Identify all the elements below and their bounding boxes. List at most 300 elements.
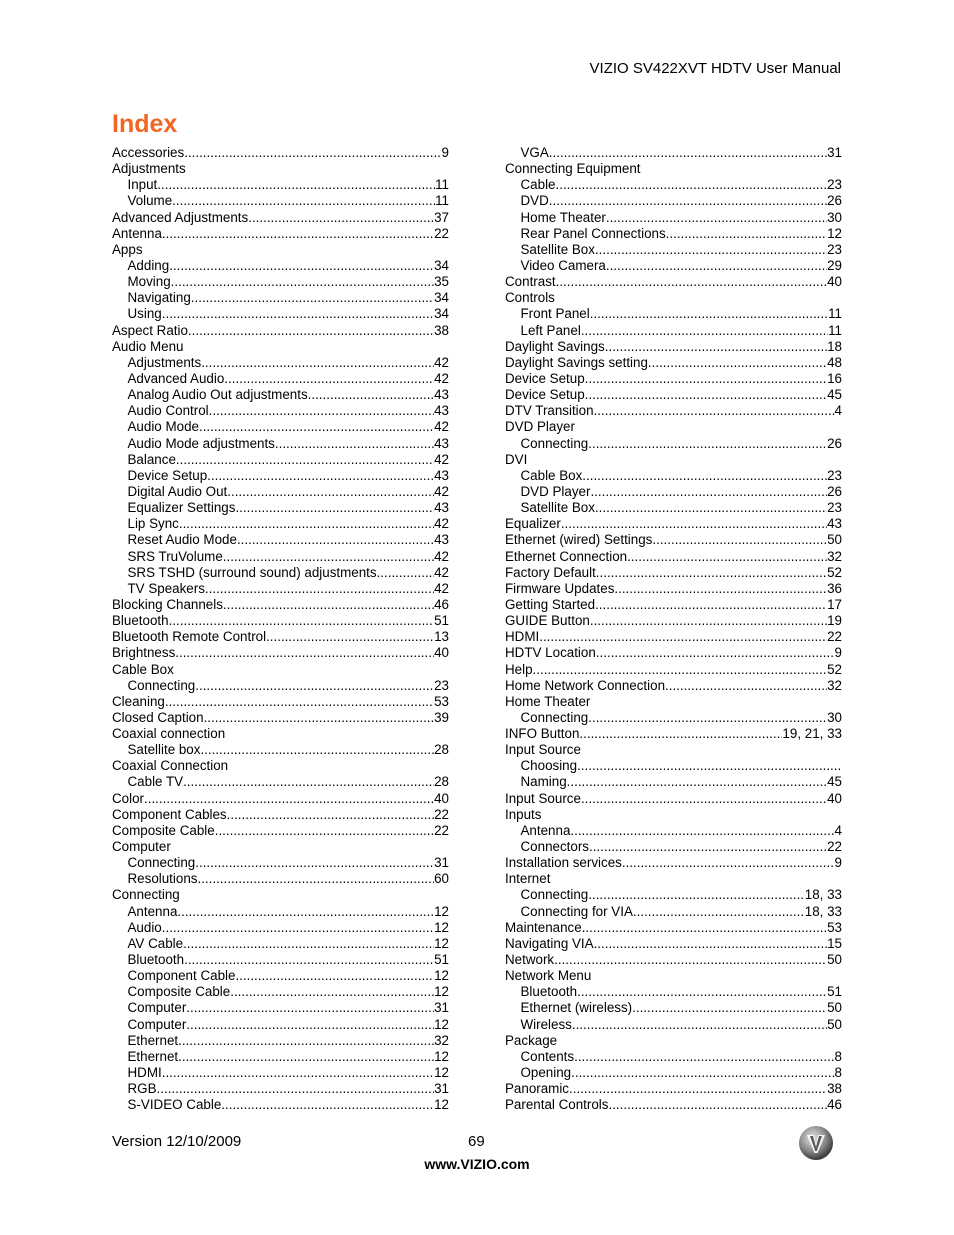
page-reference: 50 (827, 1000, 842, 1016)
index-term: Contents (520, 1048, 575, 1064)
index-term: Computer (127, 1000, 187, 1016)
index-term: Resolutions (127, 871, 198, 887)
index-term: Home Network Connection (505, 677, 666, 693)
page-reference: 30 (827, 709, 842, 725)
index-term: Balance (127, 451, 176, 467)
dot-leader (666, 226, 827, 242)
dot-leader (175, 645, 434, 661)
dot-leader (533, 662, 828, 678)
page-reference: 4 (834, 403, 842, 419)
dot-leader (665, 678, 827, 694)
page-reference: 22 (434, 822, 449, 838)
page-reference: 31 (434, 1000, 449, 1016)
page-reference: 31 (434, 1081, 449, 1097)
index-entry (112, 323, 449, 339)
index-entry (505, 920, 842, 936)
dot-leader (581, 323, 828, 339)
index-term: Panoramic (505, 1081, 570, 1097)
index-entry (112, 807, 449, 823)
dot-leader (595, 597, 827, 613)
dot-leader (377, 565, 435, 581)
page-title: Index (112, 110, 178, 138)
index-term: Input Source (505, 742, 581, 758)
dot-leader (227, 484, 434, 500)
dot-leader (186, 1017, 434, 1033)
index-term: Connecting (520, 887, 589, 903)
index-term: Home Theater (505, 693, 591, 709)
dot-leader (574, 1049, 834, 1065)
page-reference: 19 (827, 613, 842, 629)
index-term: Closed Caption (112, 709, 204, 725)
dot-leader (162, 1065, 434, 1081)
dot-leader (186, 161, 449, 177)
index-term: Apps (112, 241, 143, 257)
page-reference: 12 (434, 1016, 449, 1032)
page-reference: 46 (827, 1097, 842, 1113)
page-reference: 29 (827, 257, 842, 273)
index-term: Adding (127, 257, 170, 273)
page-reference: 11 (435, 177, 449, 193)
index-term: Volume (127, 193, 173, 209)
index-term: SRS TruVolume (127, 548, 223, 564)
dot-leader (183, 936, 434, 952)
index-entry (112, 161, 449, 177)
index-term: Satellite box (127, 742, 201, 758)
index-entry (505, 161, 842, 177)
dot-leader (180, 887, 449, 903)
index-term: Lip Sync (127, 516, 179, 532)
page-reference: 40 (434, 645, 449, 661)
index-entry (505, 613, 842, 629)
page-reference: 42 (434, 451, 449, 467)
index-entry (112, 210, 449, 226)
page-reference: 45 (827, 387, 842, 403)
page-reference: 23 (827, 241, 842, 257)
dot-leader (652, 532, 827, 548)
index-term: Color (112, 790, 144, 806)
dot-leader (549, 145, 827, 161)
index-entry (505, 662, 842, 678)
index-term: DTV Transition (505, 403, 594, 419)
dot-leader (162, 306, 434, 322)
dot-leader (308, 387, 434, 403)
page-reference: 28 (434, 742, 449, 758)
index-term: Home Theater (520, 209, 606, 225)
dot-leader (585, 371, 827, 387)
index-term: Navigating VIA (505, 935, 594, 951)
dot-leader (606, 210, 827, 226)
index-term: Component Cable (127, 968, 236, 984)
index-entry (505, 516, 842, 532)
page-reference: 23 (827, 467, 842, 483)
index-term: AV Cable (127, 935, 184, 951)
dot-leader (157, 1081, 435, 1097)
page-reference: 26 (827, 435, 842, 451)
page-reference: 22 (827, 839, 842, 855)
index-term: Computer (127, 1016, 187, 1032)
index-term: Audio Mode adjustments (127, 435, 275, 451)
index-term: Device Setup (505, 387, 585, 403)
index-entry (112, 1000, 449, 1016)
page-reference: 16 (827, 370, 842, 386)
index-entry (505, 694, 842, 710)
dot-leader (221, 1097, 434, 1113)
index-entry (112, 306, 449, 322)
index-term: Ethernet (wired) Settings (505, 532, 653, 548)
dot-leader (585, 387, 827, 403)
index-entry (112, 500, 449, 516)
dot-leader (172, 193, 435, 209)
page-reference: 37 (434, 209, 449, 225)
index-entry (505, 855, 842, 871)
dot-leader (184, 145, 441, 161)
index-entry (505, 371, 842, 387)
page-reference: 22 (827, 629, 842, 645)
dot-leader (171, 839, 449, 855)
index-term: Bluetooth (127, 952, 185, 968)
index-entry (505, 419, 842, 435)
page-reference: 42 (434, 370, 449, 386)
index-entry (505, 823, 842, 839)
dot-leader (595, 242, 827, 258)
dot-leader (157, 177, 435, 193)
index-entry (112, 468, 449, 484)
page-reference: 42 (434, 548, 449, 564)
index-term: Parental Controls (505, 1097, 609, 1113)
dot-leader (557, 1033, 842, 1049)
index-term: TV Speakers (127, 580, 205, 596)
index-entry (112, 774, 449, 790)
dot-leader (556, 274, 827, 290)
index-term: Video Camera (520, 257, 606, 273)
dot-leader (237, 532, 434, 548)
dot-leader (223, 597, 434, 613)
index-entry (505, 581, 842, 597)
index-term: Package (505, 1032, 558, 1048)
page-reference: 40 (827, 274, 842, 290)
index-entry (112, 532, 449, 548)
index-term: Rear Panel Connections (520, 225, 666, 241)
index-term: Composite Cable (112, 822, 215, 838)
index-term: Reset Audio Mode (127, 532, 237, 548)
page-reference: 12 (434, 935, 449, 951)
page-reference: 53 (827, 919, 842, 935)
index-entry (112, 984, 449, 1000)
index-entry (505, 274, 842, 290)
page-reference: 17 (827, 596, 842, 612)
index-term: Maintenance (505, 919, 582, 935)
index-entry (505, 387, 842, 403)
index-term: Moving (127, 274, 171, 290)
index-entry (505, 968, 842, 984)
dot-leader (567, 774, 827, 790)
dot-leader (595, 500, 827, 516)
dot-leader (606, 258, 827, 274)
dot-leader (143, 242, 449, 258)
page-reference: 18, 33 (804, 903, 842, 919)
dot-leader (248, 210, 434, 226)
index-entry (505, 645, 842, 661)
index-entry (505, 242, 842, 258)
index-term: Daylight Savings setting (505, 354, 648, 370)
index-term: Satellite Box (520, 241, 595, 257)
dot-leader (588, 887, 805, 903)
index-entry (112, 1033, 449, 1049)
index-term: Advanced Audio (127, 370, 225, 386)
page-reference: 43 (434, 435, 449, 451)
index-term: Navigating (127, 290, 191, 306)
page-reference: 43 (434, 532, 449, 548)
page-reference: 50 (827, 1016, 842, 1032)
index-entry (112, 452, 449, 468)
index-term: Internet (505, 871, 551, 887)
page-reference: 32 (827, 677, 842, 693)
index-entry (505, 791, 842, 807)
index-entry (112, 968, 449, 984)
index-entry (112, 1049, 449, 1065)
page-reference: 39 (434, 709, 449, 725)
page-reference: 38 (434, 322, 449, 338)
dot-leader (227, 807, 434, 823)
index-entry (505, 306, 842, 322)
index-term: Cable Box (112, 661, 174, 677)
dot-leader (183, 774, 434, 790)
dot-leader (178, 1049, 434, 1065)
index-entry (505, 177, 842, 193)
index-term: Composite Cable (127, 984, 231, 1000)
page-reference: 52 (827, 564, 842, 580)
index-entry (112, 887, 449, 903)
index-term: Digital Audio Out (127, 483, 228, 499)
page-reference: 45 (827, 774, 842, 790)
index-entry (112, 855, 449, 871)
dot-leader (165, 694, 434, 710)
index-term: Connectors (520, 839, 589, 855)
vizio-logo-icon (797, 1124, 835, 1162)
index-entry (112, 549, 449, 565)
index-term: Connecting for VIA (520, 903, 633, 919)
dot-leader (648, 355, 827, 371)
page-reference: 35 (434, 274, 449, 290)
index-entry (112, 516, 449, 532)
index-entry (505, 984, 842, 1000)
index-entry (112, 403, 449, 419)
index-entry (505, 436, 842, 452)
index-term: Opening (520, 1065, 572, 1081)
page-reference: 18 (827, 338, 842, 354)
index-term: Bluetooth (520, 984, 578, 1000)
dot-leader (581, 742, 842, 758)
index-term: Device Setup (127, 467, 208, 483)
index-entry (505, 1000, 842, 1016)
page-reference: 43 (434, 500, 449, 516)
index-term: Device Setup (505, 370, 585, 386)
index-entry (505, 1049, 842, 1065)
dot-leader (224, 371, 434, 387)
page-reference: 42 (434, 483, 449, 499)
dot-leader (596, 565, 827, 581)
index-entry (505, 710, 842, 726)
page-reference: 13 (434, 629, 449, 645)
page-reference: 8 (834, 1048, 842, 1064)
page-reference: 12 (434, 1097, 449, 1113)
index-term: Firmware Updates (505, 580, 615, 596)
page-reference: 52 (827, 661, 842, 677)
index-term: Bluetooth (112, 613, 169, 629)
index-entry (505, 904, 842, 920)
page-reference: 31 (827, 145, 842, 160)
page-reference: 12 (434, 1048, 449, 1064)
dot-leader (581, 791, 827, 807)
index-column-right (505, 145, 842, 1113)
index-entry (112, 581, 449, 597)
index-term: DVD Player (505, 419, 575, 435)
index-entry (112, 387, 449, 403)
index-entry (112, 694, 449, 710)
index-entry (112, 177, 449, 193)
dot-leader (188, 323, 434, 339)
page-reference: 50 (827, 952, 842, 968)
page-reference: 22 (434, 225, 449, 241)
index-entry (112, 871, 449, 887)
dot-leader (178, 1033, 434, 1049)
page-reference: 50 (827, 532, 842, 548)
index-entry (112, 419, 449, 435)
index-entry (505, 145, 842, 161)
dot-leader (582, 468, 827, 484)
index-entry (505, 1033, 842, 1049)
dot-leader (197, 871, 434, 887)
index-entry (112, 1081, 449, 1097)
dot-leader (608, 1097, 827, 1113)
index-entry (505, 597, 842, 613)
index-term: Advanced Adjustments (112, 209, 249, 225)
page-reference: 12 (434, 1065, 449, 1081)
page-reference: 23 (827, 500, 842, 516)
page-reference: 42 (434, 354, 449, 370)
index-entry (505, 1065, 842, 1081)
index-term: Ethernet (127, 1048, 179, 1064)
index-term: Connecting (112, 887, 180, 903)
page-reference: 43 (434, 467, 449, 483)
dot-leader (570, 823, 834, 839)
index-term: SRS TSHD (surround sound) adjustments (127, 564, 377, 580)
index-entry (112, 662, 449, 678)
index-term: Help (505, 661, 533, 677)
index-term: Antenna (127, 903, 178, 919)
index-term: Input Source (505, 790, 581, 806)
page-reference: 42 (434, 516, 449, 532)
dot-leader (215, 823, 434, 839)
dot-leader (179, 516, 434, 532)
dot-leader (235, 500, 434, 516)
page-reference: 9 (834, 855, 842, 871)
page-reference: 43 (434, 403, 449, 419)
page-reference: 11 (435, 193, 449, 209)
dot-leader (594, 936, 828, 952)
page-reference: 23 (434, 677, 449, 693)
dot-leader (207, 468, 434, 484)
page-reference: 42 (434, 419, 449, 435)
dot-leader (201, 355, 434, 371)
index-term: HDTV Location (505, 645, 596, 661)
dot-leader (591, 968, 842, 984)
page-reference: 26 (827, 193, 842, 209)
dot-leader (582, 920, 827, 936)
index-entry (505, 565, 842, 581)
index-term: Equalizer Settings (127, 500, 236, 516)
index-entry (112, 952, 449, 968)
page-reference: 36 (827, 580, 842, 596)
index-term: Connecting (127, 677, 196, 693)
index-entry (112, 645, 449, 661)
index-entry (112, 355, 449, 371)
index-entry (112, 839, 449, 855)
index-entry (505, 678, 842, 694)
website-url: www.VIZIO.com (424, 1156, 530, 1172)
index-term: Blocking Channels (112, 596, 223, 612)
index-entry (112, 1017, 449, 1033)
index-term: Component Cables (112, 806, 227, 822)
index-term: RGB (127, 1081, 157, 1097)
dot-leader (577, 984, 827, 1000)
page-reference: 40 (434, 790, 449, 806)
dot-leader (174, 662, 449, 678)
dot-leader (204, 710, 435, 726)
dot-leader (228, 758, 449, 774)
index-term: Using (127, 306, 162, 322)
dot-leader (199, 419, 434, 435)
index-entry (505, 629, 842, 645)
dot-leader (627, 549, 827, 565)
dot-leader (569, 1081, 827, 1097)
index-term: Accessories (112, 145, 185, 160)
dot-leader (223, 549, 434, 565)
page-reference: 11 (828, 322, 842, 338)
index-entry (112, 726, 449, 742)
index-entry (505, 500, 842, 516)
index-term: Coaxial Connection (112, 758, 229, 774)
dot-leader (176, 452, 434, 468)
index-term: Cable (520, 177, 556, 193)
index-entry (505, 871, 842, 887)
index-entry (112, 710, 449, 726)
index-term: Computer (112, 839, 171, 855)
page-reference: 51 (434, 952, 449, 968)
index-entry (505, 290, 842, 306)
dot-leader (590, 613, 827, 629)
index-entry (505, 726, 842, 742)
page-reference: 38 (827, 1081, 842, 1097)
page-reference: 42 (434, 564, 449, 580)
dot-leader (632, 1000, 827, 1016)
page-reference: 4 (834, 822, 842, 838)
dot-leader (144, 791, 434, 807)
index-term: INFO Button (505, 726, 580, 742)
dot-leader (205, 581, 434, 597)
page-reference: 40 (827, 790, 842, 806)
dot-leader (561, 516, 827, 532)
page-reference: 26 (827, 483, 842, 499)
dot-leader (266, 629, 434, 645)
index-term: Antenna (112, 225, 162, 241)
page-reference: 9 (441, 145, 449, 160)
page-reference: 32 (827, 548, 842, 564)
index-entry (112, 629, 449, 645)
page-reference: 19, 21, 33 (782, 726, 842, 742)
index-entry (505, 758, 842, 774)
index-term: VGA (520, 145, 549, 160)
